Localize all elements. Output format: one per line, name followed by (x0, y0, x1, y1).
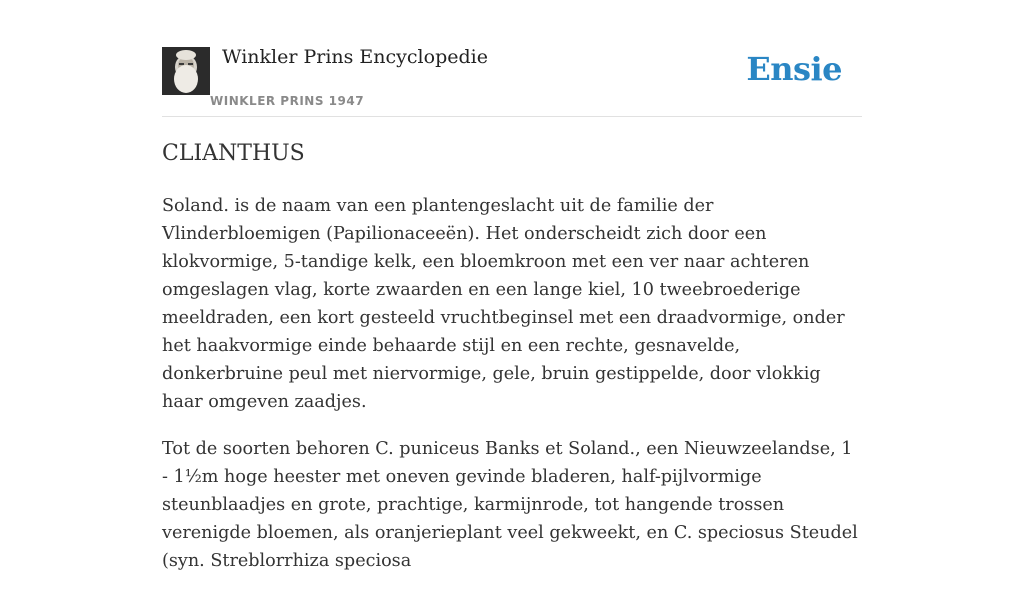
source-header (162, 0, 862, 117)
avatar[interactable] (162, 47, 210, 95)
entry-title: CLIANTHUS (162, 141, 305, 166)
entry-paragraph: Tot de soorten behoren C. puniceus Banks et Soland., een Nieuwzeelandse, 1 - 1½m hoge heester met oneven gevinde bladeren, half-pijlvormige steunblaadjes en grote, prachtige, karmijnrode, tot hangende trossen verenigde bloemen, als oranjerieplant veel gekweekt, en C. speciosus Steudel (syn. Streblorrhiza speciosa (162, 439, 858, 571)
page-container (162, 0, 862, 571)
source-subtitle[interactable]: WINKLER PRINS 1947 (210, 94, 365, 108)
entry-body (162, 192, 862, 594)
brand-logo[interactable]: Ensie (746, 50, 842, 88)
entry-paragraph: Soland. is de naam van een plantengeslacht uit de familie der Vlinderbloemigen (Papilionaceeën). Het onderscheidt zich door een klokvormige, 5-tandige kelk, een bloemkroon met een ver naar achteren omgeslagen vlag, korte zwaarden en een lange kiel, 10 tweebroederige meeldraden, een kort gesteeld vruchtbeginsel met een draadvormige, onder het haakvormige einde behaarde stijl en een rechte, gesnavelde, donkerbruine peul met niervormige, gele, bruin gestippelde, door vlokkig haar omgeven zaadjes. (162, 196, 845, 412)
bearded-portrait-icon (162, 47, 210, 95)
source-title[interactable]: Winkler Prins Encyclopedie (222, 46, 488, 68)
